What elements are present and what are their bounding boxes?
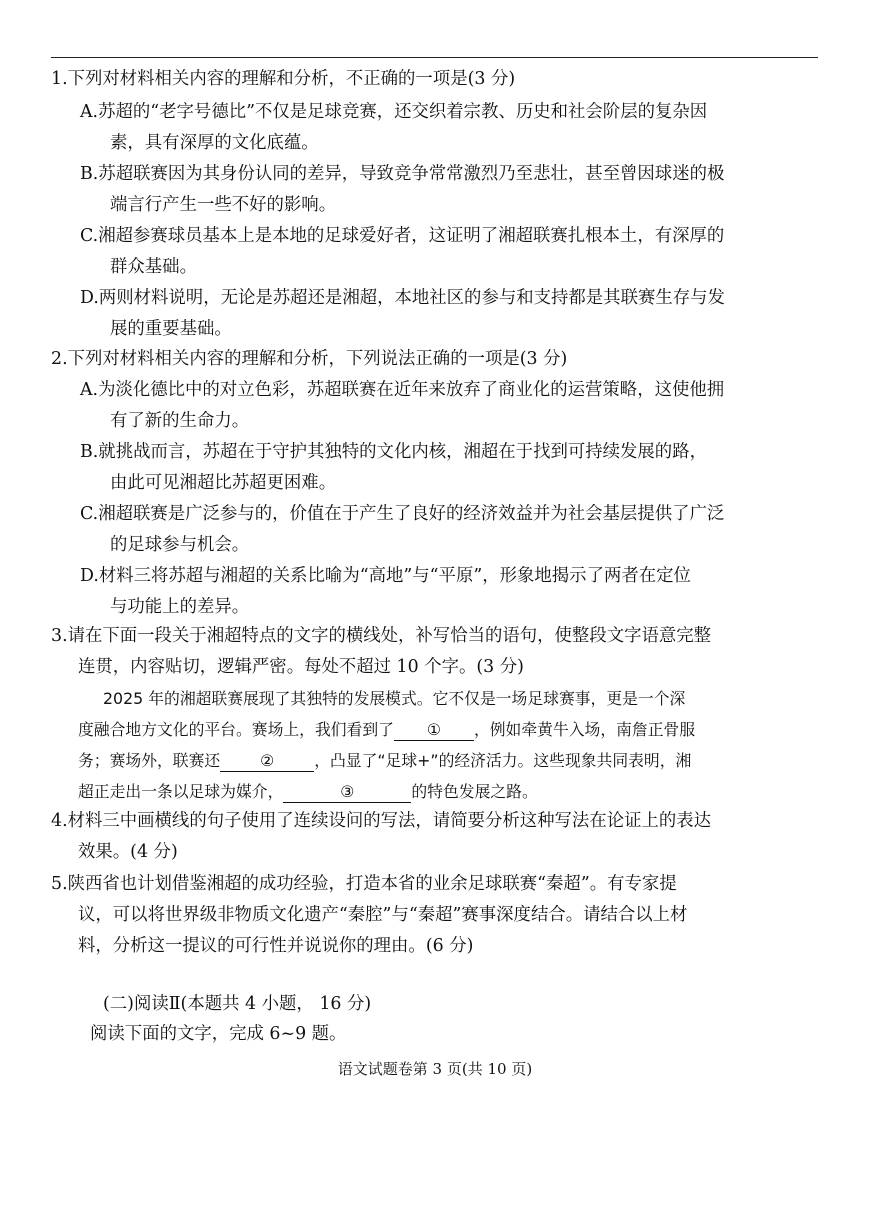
blank-3[interactable]: ③ bbox=[283, 782, 411, 803]
q2-option-c: C.湘超联赛是广泛参与的，价值在于产生了良好的经济效益并为社会基层提供了广泛 bbox=[80, 504, 725, 524]
q2-option-a-cont: 有了新的生命力。 bbox=[110, 411, 250, 431]
q1-option-c-cont: 群众基础。 bbox=[110, 257, 197, 277]
q2-option-b: B.就挑战而言，苏超在于守护其独特的文化内核，湘超在于找到可持续发展的路， bbox=[80, 442, 707, 462]
q3-passage-line-1: 2025 年的湘超联赛展现了其独特的发展模式。它不仅是一场足球赛事，更是一个深 bbox=[103, 689, 686, 708]
q3-passage-text: 超正走出一条以足球为媒介， bbox=[78, 782, 284, 801]
q5-stem: 5.陕西省也计划借鉴湘超的成功经验，打造本省的业余足球联赛“秦超”。有专家提 bbox=[51, 874, 677, 894]
q1-option-d: D.两则材料说明，无论是苏超还是湘超，本地社区的参与和支持都是其联赛生存与发 bbox=[80, 288, 725, 308]
blank-2[interactable]: ② bbox=[220, 751, 314, 772]
q2-option-b-cont: 由此可见湘超比苏超更困难。 bbox=[110, 473, 337, 493]
q1-option-a-cont: 素，具有深厚的文化底蕴。 bbox=[110, 133, 319, 153]
q1-stem: 1.下列对材料相关内容的理解和分析，不正确的一项是(3 分) bbox=[51, 69, 516, 89]
q2-stem: 2.下列对材料相关内容的理解和分析，下列说法正确的一项是(3 分) bbox=[51, 349, 568, 369]
q1-option-c: C.湘超参赛球员基本上是本地的足球爱好者，这证明了湘超联赛扎根本土，有深厚的 bbox=[80, 226, 725, 246]
q2-option-a: A.为淡化德比中的对立色彩，苏超联赛在近年来放弃了商业化的运营策略，这使他拥 bbox=[80, 380, 725, 400]
q1-option-b: B.苏超联赛因为其身份认同的差异，导致竞争常常激烈乃至悲壮，甚至曾因球迷的极 bbox=[80, 164, 725, 184]
q3-passage-line-2 bbox=[78, 718, 695, 742]
q3-passage-line-3 bbox=[78, 749, 691, 773]
q5-stem-cont-2: 料，分析这一提议的可行性并说说你的理由。(6 分) bbox=[78, 936, 474, 956]
q2-option-d-cont: 与功能上的差异。 bbox=[110, 597, 250, 617]
q3-stem-cont: 连贯，内容贴切，逻辑严密。每处不超过 10 个字。(3 分) bbox=[78, 657, 524, 677]
q3-passage-text: ，凸显了“足球+”的经济活力。这些现象共同表明，湘 bbox=[314, 751, 692, 770]
q3-passage-line-4 bbox=[78, 780, 538, 804]
q3-passage-text: 度融合地方文化的平台。赛场上，我们看到了 bbox=[78, 720, 394, 739]
q3-passage-text: 的特色发展之路。 bbox=[411, 782, 538, 801]
q3-passage-text: ，例如牵黄牛入场，南詹正骨服 bbox=[473, 720, 696, 739]
q3-passage-text: 务；赛场外，联赛还 bbox=[78, 751, 221, 770]
q2-option-d: D.材料三将苏超与湘超的关系比喻为“高地”与“平原”，形象地揭示了两者在定位 bbox=[80, 566, 691, 586]
q4-stem-cont: 效果。(4 分) bbox=[78, 842, 178, 862]
top-rule bbox=[51, 57, 818, 58]
q1-option-a: A.苏超的“老字号德比”不仅是足球竞赛，还交织着宗教、历史和社会阶层的复杂因 bbox=[80, 102, 708, 122]
q4-stem: 4.材料三中画横线的句子使用了连续设问的写法，请简要分析这种写法在论证上的表达 bbox=[51, 811, 712, 831]
section-instruction: 阅读下面的文字，完成 6~9 题。 bbox=[90, 1024, 347, 1044]
q3-stem: 3.请在下面一段关于湘超特点的文字的横线处，补写恰当的语句，使整段文字语意完整 bbox=[51, 626, 712, 646]
q2-option-c-cont: 的足球参与机会。 bbox=[110, 535, 250, 555]
blank-1[interactable]: ① bbox=[394, 720, 474, 741]
q1-option-d-cont: 展的重要基础。 bbox=[110, 319, 232, 339]
q5-stem-cont-1: 议，可以将世界级非物质文化遗产“秦腔”与“秦超”赛事深度结合。请结合以上材 bbox=[78, 905, 688, 925]
section-heading: (二)阅读Ⅱ(本题共 4 小题， 16 分) bbox=[103, 994, 372, 1014]
page-footer: 语文试题卷第 3 页(共 10 页) bbox=[337, 1060, 533, 1078]
q1-option-b-cont: 端言行产生一些不好的影响。 bbox=[110, 195, 337, 215]
